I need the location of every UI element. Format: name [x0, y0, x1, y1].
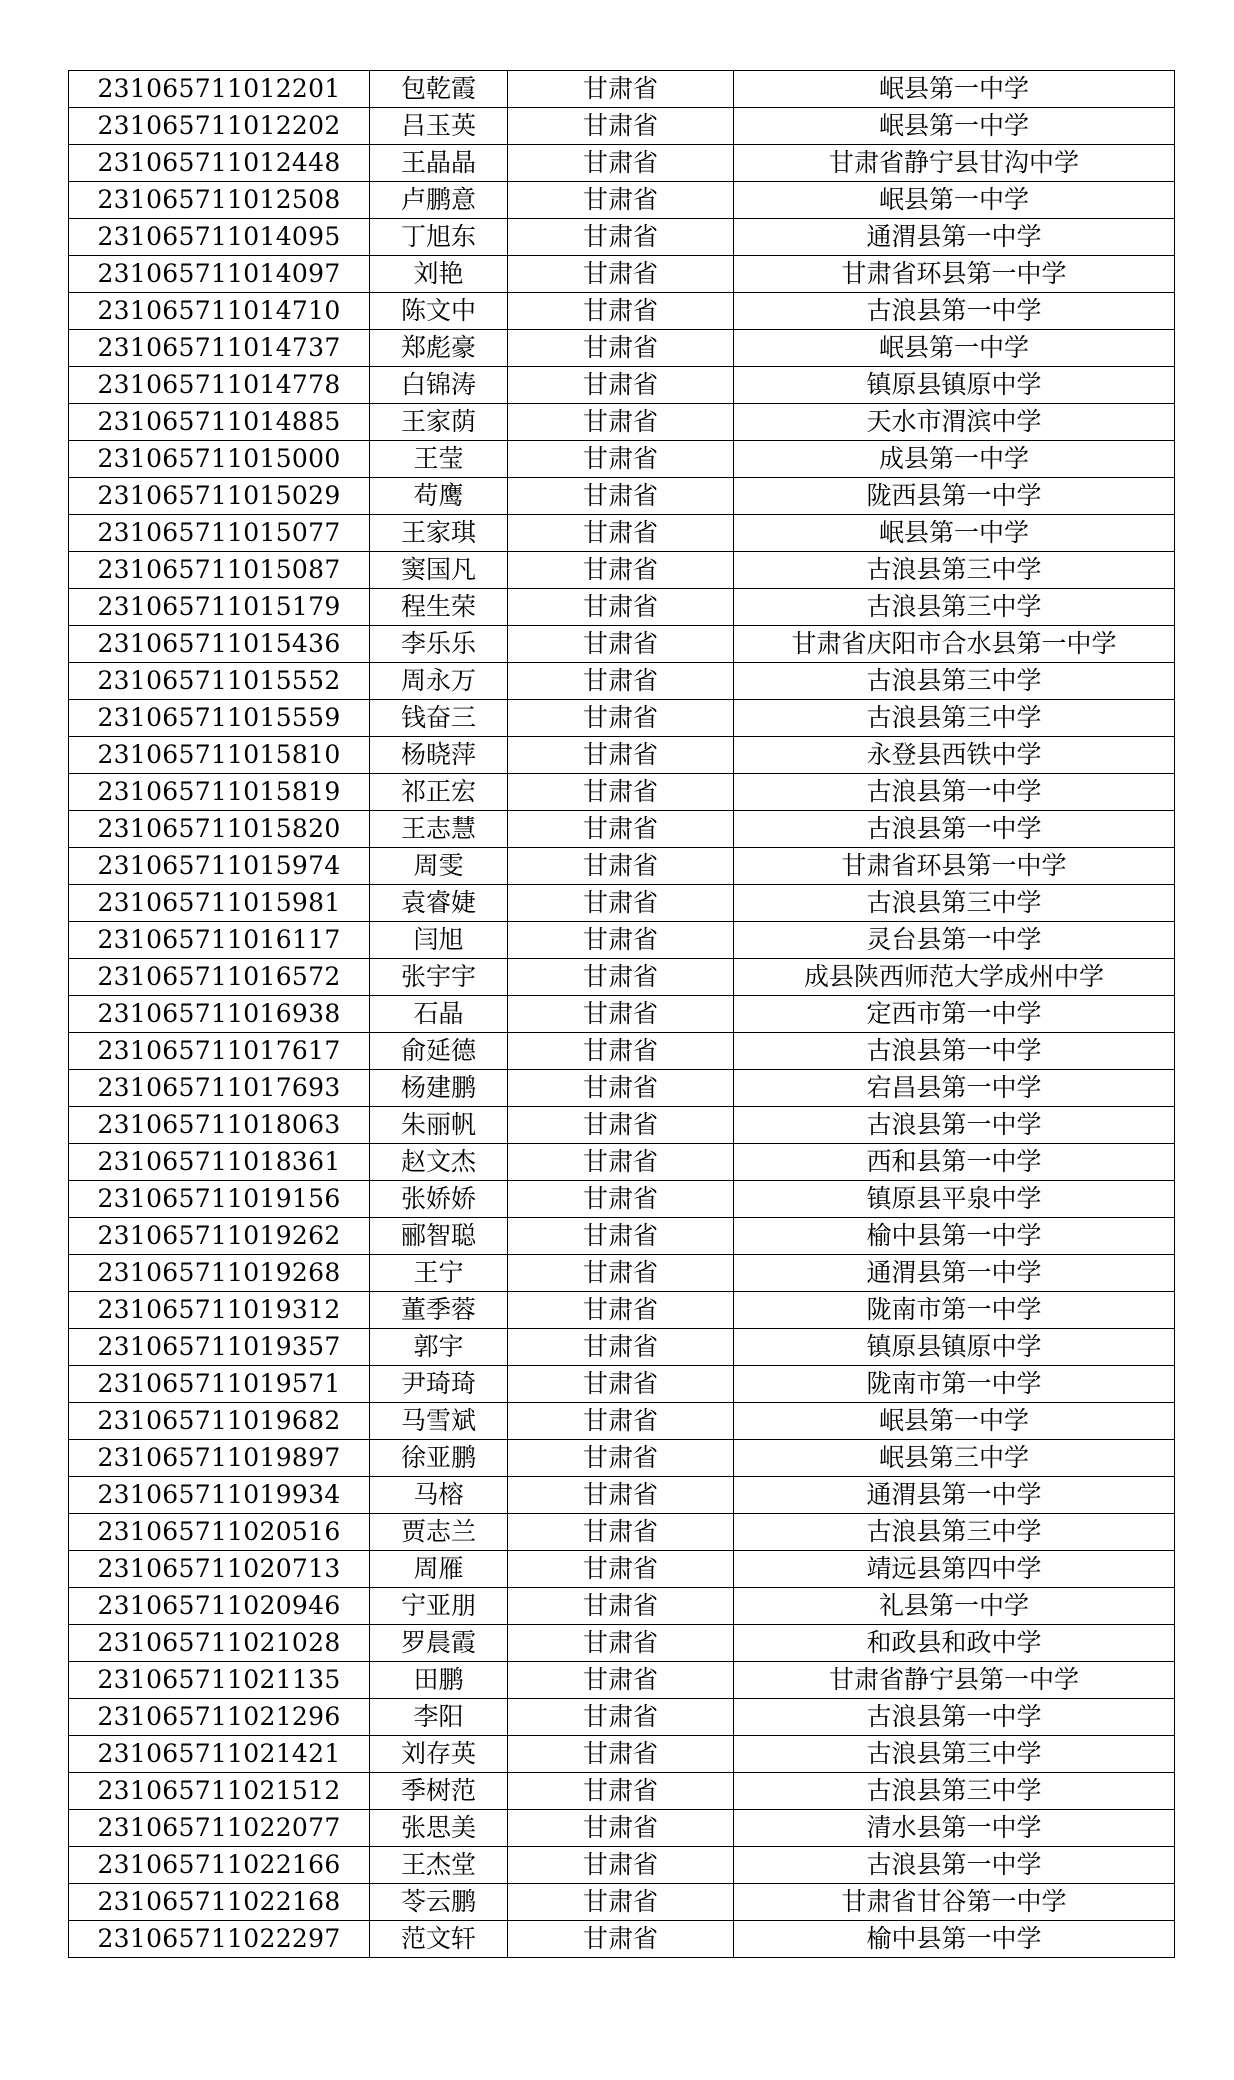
province-cell: 甘肃省 — [508, 959, 734, 996]
candidate-id-cell: 231065711022077 — [69, 1810, 370, 1847]
table-row — [69, 1107, 1175, 1144]
province-cell: 甘肃省 — [508, 293, 734, 330]
school-cell: 西和县第一中学 — [734, 1144, 1175, 1181]
province-cell: 甘肃省 — [508, 1884, 734, 1921]
province-cell: 甘肃省 — [508, 774, 734, 811]
school-cell: 古浪县第三中学 — [734, 552, 1175, 589]
province-cell: 甘肃省 — [508, 330, 734, 367]
candidate-id-cell: 231065711014095 — [69, 219, 370, 256]
school-cell: 通渭县第一中学 — [734, 219, 1175, 256]
student-name-cell: 杨晓萍 — [370, 737, 508, 774]
school-cell: 古浪县第一中学 — [734, 1699, 1175, 1736]
table-row — [69, 885, 1175, 922]
school-cell: 古浪县第三中学 — [734, 589, 1175, 626]
student-name-cell: 白锦涛 — [370, 367, 508, 404]
school-cell: 甘肃省庆阳市合水县第一中学 — [734, 626, 1175, 663]
province-cell: 甘肃省 — [508, 811, 734, 848]
table-row — [69, 1921, 1175, 1958]
table-row — [69, 515, 1175, 552]
table-row — [69, 959, 1175, 996]
table-row — [69, 1477, 1175, 1514]
school-cell: 通渭县第一中学 — [734, 1477, 1175, 1514]
school-cell: 古浪县第一中学 — [734, 774, 1175, 811]
table-row — [69, 441, 1175, 478]
province-cell: 甘肃省 — [508, 1810, 734, 1847]
candidate-id-cell: 231065711015029 — [69, 478, 370, 515]
school-cell: 甘肃省静宁县甘沟中学 — [734, 145, 1175, 182]
school-cell: 定西市第一中学 — [734, 996, 1175, 1033]
student-name-cell: 王晶晶 — [370, 145, 508, 182]
candidate-id-cell: 231065711021296 — [69, 1699, 370, 1736]
candidate-id-cell: 231065711015981 — [69, 885, 370, 922]
table-row — [69, 293, 1175, 330]
student-name-cell: 王莹 — [370, 441, 508, 478]
table-row — [69, 700, 1175, 737]
table-row — [69, 552, 1175, 589]
student-name-cell: 张宇宇 — [370, 959, 508, 996]
province-cell: 甘肃省 — [508, 367, 734, 404]
student-name-cell: 马榕 — [370, 1477, 508, 1514]
table-row — [69, 626, 1175, 663]
table-row — [69, 108, 1175, 145]
table-row — [69, 1255, 1175, 1292]
roster-sheet — [68, 70, 1174, 1958]
roster-table — [68, 70, 1175, 1958]
candidate-id-cell: 231065711019571 — [69, 1366, 370, 1403]
candidate-id-cell: 231065711014778 — [69, 367, 370, 404]
province-cell: 甘肃省 — [508, 1773, 734, 1810]
student-name-cell: 季树范 — [370, 1773, 508, 1810]
province-cell: 甘肃省 — [508, 1662, 734, 1699]
candidate-id-cell: 231065711019262 — [69, 1218, 370, 1255]
table-row — [69, 1625, 1175, 1662]
student-name-cell: 徐亚鹏 — [370, 1440, 508, 1477]
student-name-cell: 苟鹰 — [370, 478, 508, 515]
table-row — [69, 1662, 1175, 1699]
table-row — [69, 922, 1175, 959]
province-cell: 甘肃省 — [508, 1107, 734, 1144]
student-name-cell: 程生荣 — [370, 589, 508, 626]
candidate-id-cell: 231065711012201 — [69, 71, 370, 108]
student-name-cell: 张娇娇 — [370, 1181, 508, 1218]
candidate-id-cell: 231065711021028 — [69, 1625, 370, 1662]
table-row — [69, 589, 1175, 626]
table-row — [69, 404, 1175, 441]
school-cell: 靖远县第四中学 — [734, 1551, 1175, 1588]
province-cell: 甘肃省 — [508, 1144, 734, 1181]
candidate-id-cell: 231065711019312 — [69, 1292, 370, 1329]
school-cell: 榆中县第一中学 — [734, 1218, 1175, 1255]
province-cell: 甘肃省 — [508, 256, 734, 293]
province-cell: 甘肃省 — [508, 478, 734, 515]
candidate-id-cell: 231065711015077 — [69, 515, 370, 552]
candidate-id-cell: 231065711017693 — [69, 1070, 370, 1107]
school-cell: 岷县第一中学 — [734, 108, 1175, 145]
student-name-cell: 刘艳 — [370, 256, 508, 293]
student-name-cell: 陈文中 — [370, 293, 508, 330]
table-row — [69, 1366, 1175, 1403]
student-name-cell: 范文轩 — [370, 1921, 508, 1958]
table-row — [69, 1699, 1175, 1736]
province-cell: 甘肃省 — [508, 1292, 734, 1329]
province-cell: 甘肃省 — [508, 885, 734, 922]
school-cell: 成县陕西师范大学成州中学 — [734, 959, 1175, 996]
candidate-id-cell: 231065711021135 — [69, 1662, 370, 1699]
table-row — [69, 1070, 1175, 1107]
province-cell: 甘肃省 — [508, 1477, 734, 1514]
table-row — [69, 1588, 1175, 1625]
province-cell: 甘肃省 — [508, 700, 734, 737]
candidate-id-cell: 231065711016938 — [69, 996, 370, 1033]
candidate-id-cell: 231065711014737 — [69, 330, 370, 367]
table-row — [69, 478, 1175, 515]
province-cell: 甘肃省 — [508, 626, 734, 663]
school-cell: 古浪县第三中学 — [734, 1773, 1175, 1810]
school-cell: 岷县第一中学 — [734, 1403, 1175, 1440]
school-cell: 岷县第一中学 — [734, 182, 1175, 219]
school-cell: 甘肃省环县第一中学 — [734, 848, 1175, 885]
school-cell: 镇原县镇原中学 — [734, 1329, 1175, 1366]
province-cell: 甘肃省 — [508, 219, 734, 256]
school-cell: 清水县第一中学 — [734, 1810, 1175, 1847]
student-name-cell: 王宁 — [370, 1255, 508, 1292]
candidate-id-cell: 231065711014097 — [69, 256, 370, 293]
school-cell: 陇南市第一中学 — [734, 1292, 1175, 1329]
table-row — [69, 1736, 1175, 1773]
province-cell: 甘肃省 — [508, 1070, 734, 1107]
student-name-cell: 王家琪 — [370, 515, 508, 552]
school-cell: 天水市渭滨中学 — [734, 404, 1175, 441]
student-name-cell: 郦智聪 — [370, 1218, 508, 1255]
candidate-id-cell: 231065711021421 — [69, 1736, 370, 1773]
candidate-id-cell: 231065711019934 — [69, 1477, 370, 1514]
candidate-id-cell: 231065711020713 — [69, 1551, 370, 1588]
student-name-cell: 周永万 — [370, 663, 508, 700]
table-row — [69, 996, 1175, 1033]
school-cell: 古浪县第一中学 — [734, 1033, 1175, 1070]
student-name-cell: 杨建鹏 — [370, 1070, 508, 1107]
candidate-id-cell: 231065711022166 — [69, 1847, 370, 1884]
table-row — [69, 1403, 1175, 1440]
province-cell: 甘肃省 — [508, 1181, 734, 1218]
candidate-id-cell: 231065711015000 — [69, 441, 370, 478]
student-name-cell: 尹琦琦 — [370, 1366, 508, 1403]
school-cell: 古浪县第三中学 — [734, 700, 1175, 737]
candidate-id-cell: 231065711022297 — [69, 1921, 370, 1958]
candidate-id-cell: 231065711015974 — [69, 848, 370, 885]
school-cell: 古浪县第一中学 — [734, 293, 1175, 330]
student-name-cell: 周雁 — [370, 1551, 508, 1588]
student-name-cell: 宁亚朋 — [370, 1588, 508, 1625]
student-name-cell: 祁正宏 — [370, 774, 508, 811]
table-row — [69, 1551, 1175, 1588]
candidate-id-cell: 231065711012448 — [69, 145, 370, 182]
school-cell: 岷县第三中学 — [734, 1440, 1175, 1477]
school-cell: 宕昌县第一中学 — [734, 1070, 1175, 1107]
province-cell: 甘肃省 — [508, 1847, 734, 1884]
table-row — [69, 1292, 1175, 1329]
candidate-id-cell: 231065711015179 — [69, 589, 370, 626]
province-cell: 甘肃省 — [508, 996, 734, 1033]
province-cell: 甘肃省 — [508, 663, 734, 700]
school-cell: 古浪县第一中学 — [734, 1847, 1175, 1884]
student-name-cell: 窦国凡 — [370, 552, 508, 589]
province-cell: 甘肃省 — [508, 1329, 734, 1366]
province-cell: 甘肃省 — [508, 71, 734, 108]
candidate-id-cell: 231065711016117 — [69, 922, 370, 959]
province-cell: 甘肃省 — [508, 922, 734, 959]
student-name-cell: 郭宇 — [370, 1329, 508, 1366]
candidate-id-cell: 231065711022168 — [69, 1884, 370, 1921]
student-name-cell: 包乾霞 — [370, 71, 508, 108]
table-row — [69, 1218, 1175, 1255]
table-row — [69, 1810, 1175, 1847]
candidate-id-cell: 231065711019682 — [69, 1403, 370, 1440]
candidate-id-cell: 231065711015819 — [69, 774, 370, 811]
student-name-cell: 李乐乐 — [370, 626, 508, 663]
province-cell: 甘肃省 — [508, 441, 734, 478]
province-cell: 甘肃省 — [508, 182, 734, 219]
province-cell: 甘肃省 — [508, 1551, 734, 1588]
student-name-cell: 王志慧 — [370, 811, 508, 848]
candidate-id-cell: 231065711020946 — [69, 1588, 370, 1625]
province-cell: 甘肃省 — [508, 737, 734, 774]
province-cell: 甘肃省 — [508, 404, 734, 441]
province-cell: 甘肃省 — [508, 589, 734, 626]
table-row — [69, 71, 1175, 108]
candidate-id-cell: 231065711012202 — [69, 108, 370, 145]
student-name-cell: 董季蓉 — [370, 1292, 508, 1329]
province-cell: 甘肃省 — [508, 145, 734, 182]
table-row — [69, 1440, 1175, 1477]
table-row — [69, 182, 1175, 219]
candidate-id-cell: 231065711015552 — [69, 663, 370, 700]
table-row — [69, 219, 1175, 256]
candidate-id-cell: 231065711015559 — [69, 700, 370, 737]
table-row — [69, 1884, 1175, 1921]
student-name-cell: 吕玉英 — [370, 108, 508, 145]
table-row — [69, 1181, 1175, 1218]
student-name-cell: 刘存英 — [370, 1736, 508, 1773]
province-cell: 甘肃省 — [508, 1033, 734, 1070]
school-cell: 古浪县第一中学 — [734, 811, 1175, 848]
table-row — [69, 663, 1175, 700]
school-cell: 甘肃省甘谷第一中学 — [734, 1884, 1175, 1921]
student-name-cell: 俞延德 — [370, 1033, 508, 1070]
school-cell: 陇南市第一中学 — [734, 1366, 1175, 1403]
province-cell: 甘肃省 — [508, 552, 734, 589]
table-row — [69, 774, 1175, 811]
table-row — [69, 1144, 1175, 1181]
table-row — [69, 737, 1175, 774]
student-name-cell: 王家荫 — [370, 404, 508, 441]
school-cell: 甘肃省环县第一中学 — [734, 256, 1175, 293]
student-name-cell: 张思美 — [370, 1810, 508, 1847]
school-cell: 永登县西铁中学 — [734, 737, 1175, 774]
school-cell: 古浪县第一中学 — [734, 1107, 1175, 1144]
student-name-cell: 卢鹏意 — [370, 182, 508, 219]
candidate-id-cell: 231065711018361 — [69, 1144, 370, 1181]
student-name-cell: 钱奋三 — [370, 700, 508, 737]
province-cell: 甘肃省 — [508, 1736, 734, 1773]
school-cell: 榆中县第一中学 — [734, 1921, 1175, 1958]
table-row — [69, 811, 1175, 848]
province-cell: 甘肃省 — [508, 1514, 734, 1551]
student-name-cell: 丁旭东 — [370, 219, 508, 256]
school-cell: 古浪县第三中学 — [734, 885, 1175, 922]
student-name-cell: 郑彪豪 — [370, 330, 508, 367]
school-cell: 陇西县第一中学 — [734, 478, 1175, 515]
table-row — [69, 1773, 1175, 1810]
table-row — [69, 145, 1175, 182]
school-cell: 古浪县第三中学 — [734, 1514, 1175, 1551]
table-row — [69, 256, 1175, 293]
school-cell: 镇原县镇原中学 — [734, 367, 1175, 404]
candidate-id-cell: 231065711019357 — [69, 1329, 370, 1366]
table-row — [69, 1514, 1175, 1551]
candidate-id-cell: 231065711012508 — [69, 182, 370, 219]
school-cell: 灵台县第一中学 — [734, 922, 1175, 959]
school-cell: 礼县第一中学 — [734, 1588, 1175, 1625]
school-cell: 甘肃省静宁县第一中学 — [734, 1662, 1175, 1699]
student-name-cell: 马雪斌 — [370, 1403, 508, 1440]
student-name-cell: 贾志兰 — [370, 1514, 508, 1551]
candidate-id-cell: 231065711019897 — [69, 1440, 370, 1477]
province-cell: 甘肃省 — [508, 1440, 734, 1477]
table-row — [69, 367, 1175, 404]
province-cell: 甘肃省 — [508, 1625, 734, 1662]
school-cell: 通渭县第一中学 — [734, 1255, 1175, 1292]
school-cell: 古浪县第三中学 — [734, 1736, 1175, 1773]
candidate-id-cell: 231065711015087 — [69, 552, 370, 589]
student-name-cell: 石晶 — [370, 996, 508, 1033]
school-cell: 岷县第一中学 — [734, 330, 1175, 367]
candidate-id-cell: 231065711014885 — [69, 404, 370, 441]
student-name-cell: 苓云鹏 — [370, 1884, 508, 1921]
province-cell: 甘肃省 — [508, 515, 734, 552]
candidate-id-cell: 231065711018063 — [69, 1107, 370, 1144]
table-row — [69, 848, 1175, 885]
candidate-id-cell: 231065711015810 — [69, 737, 370, 774]
student-name-cell: 田鹏 — [370, 1662, 508, 1699]
province-cell: 甘肃省 — [508, 848, 734, 885]
province-cell: 甘肃省 — [508, 1699, 734, 1736]
candidate-id-cell: 231065711017617 — [69, 1033, 370, 1070]
candidate-id-cell: 231065711016572 — [69, 959, 370, 996]
school-cell: 成县第一中学 — [734, 441, 1175, 478]
school-cell: 镇原县平泉中学 — [734, 1181, 1175, 1218]
school-cell: 古浪县第三中学 — [734, 663, 1175, 700]
province-cell: 甘肃省 — [508, 1921, 734, 1958]
student-name-cell: 赵文杰 — [370, 1144, 508, 1181]
province-cell: 甘肃省 — [508, 1218, 734, 1255]
roster-table-body — [69, 71, 1175, 1958]
candidate-id-cell: 231065711020516 — [69, 1514, 370, 1551]
student-name-cell: 李阳 — [370, 1699, 508, 1736]
province-cell: 甘肃省 — [508, 1403, 734, 1440]
candidate-id-cell: 231065711021512 — [69, 1773, 370, 1810]
table-row — [69, 1033, 1175, 1070]
table-row — [69, 330, 1175, 367]
student-name-cell: 周雯 — [370, 848, 508, 885]
school-cell: 岷县第一中学 — [734, 71, 1175, 108]
student-name-cell: 朱丽帆 — [370, 1107, 508, 1144]
province-cell: 甘肃省 — [508, 1255, 734, 1292]
candidate-id-cell: 231065711015820 — [69, 811, 370, 848]
school-cell: 和政县和政中学 — [734, 1625, 1175, 1662]
province-cell: 甘肃省 — [508, 1366, 734, 1403]
candidate-id-cell: 231065711015436 — [69, 626, 370, 663]
province-cell: 甘肃省 — [508, 1588, 734, 1625]
student-name-cell: 闫旭 — [370, 922, 508, 959]
school-cell: 岷县第一中学 — [734, 515, 1175, 552]
candidate-id-cell: 231065711019268 — [69, 1255, 370, 1292]
table-row — [69, 1329, 1175, 1366]
student-name-cell: 王杰堂 — [370, 1847, 508, 1884]
student-name-cell: 罗晨霞 — [370, 1625, 508, 1662]
province-cell: 甘肃省 — [508, 108, 734, 145]
candidate-id-cell: 231065711019156 — [69, 1181, 370, 1218]
candidate-id-cell: 231065711014710 — [69, 293, 370, 330]
table-row — [69, 1847, 1175, 1884]
student-name-cell: 袁睿婕 — [370, 885, 508, 922]
